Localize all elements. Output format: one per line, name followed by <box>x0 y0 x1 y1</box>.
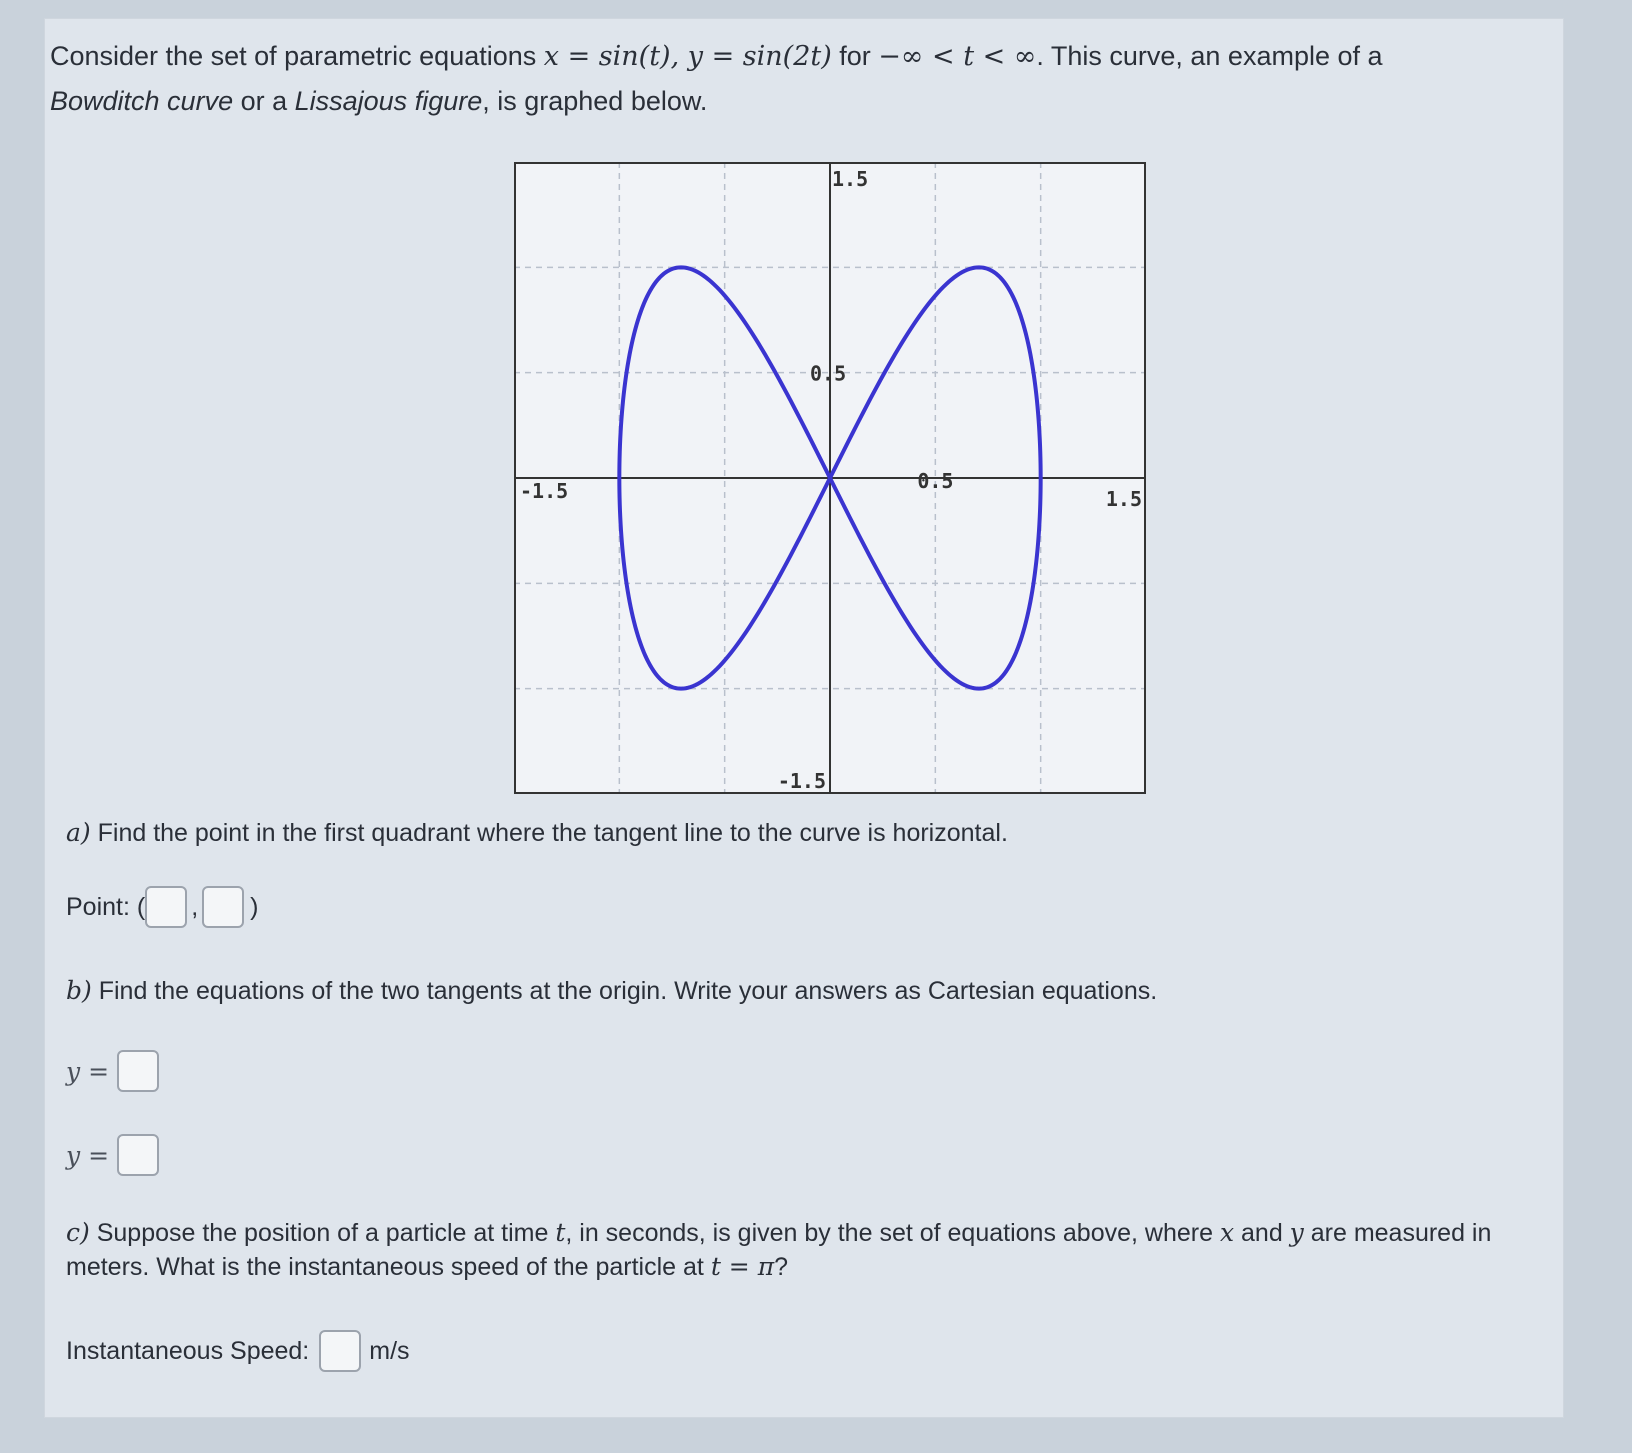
problem-statement: Consider the set of parametric equations x = sin(t), y = sin(2t) for −∞ < t < ∞. This curve, an example of a Bowditch curve or a Lissajous figure, is graphed below. <box>50 41 1383 116</box>
tangent1-input[interactable] <box>117 1050 159 1092</box>
term-lissajous: Lissajous figure <box>294 86 483 116</box>
speed-label: Instantaneous Speed: <box>66 1336 310 1365</box>
part-a-answer-row <box>66 886 258 928</box>
tangent1-label: y = <box>66 1056 110 1086</box>
part-b-eq2-row <box>66 1134 159 1176</box>
part-b-eq1-row <box>66 1050 159 1092</box>
tick-label-y-mid: 0.5 <box>810 361 847 386</box>
point-x-input[interactable] <box>145 886 187 928</box>
speed-input[interactable] <box>319 1330 361 1372</box>
tangent2-input[interactable] <box>117 1134 159 1176</box>
lissajous-graph <box>514 162 1146 794</box>
equation-x: x = sin(t), <box>543 41 688 72</box>
equation-y: y = sin(2t) <box>687 41 832 72</box>
point-comma: , <box>191 892 199 921</box>
tick-label-x-left: -1.5 <box>520 479 569 503</box>
part-b-question: b) Find the equations of the two tangents at the origin. Write your answers as Cartesian equations. <box>66 976 1158 1005</box>
tick-label-y-top: 1.5 <box>832 167 869 191</box>
tick-label-x-mid: 0.5 <box>917 469 954 493</box>
tick-label-y-bottom: -1.5 <box>777 769 826 793</box>
point-label: Point: ( <box>66 892 146 921</box>
part-c-answer-row <box>66 1330 410 1372</box>
part-a-question: a) Find the point in the first quadrant where the tangent line to the curve is horizontal. <box>66 818 1008 847</box>
tangent2-label: y = <box>66 1140 110 1170</box>
term-bowditch: Bowditch curve <box>50 86 234 116</box>
graph-svg <box>514 162 1146 794</box>
speed-unit: m/s <box>369 1336 410 1365</box>
part-c-question: c) Suppose the position of a particle at time t, in seconds, is given by the set of equations above, where x and y are measured in meters. What is the instantaneous speed of the particle at t = π? <box>66 1218 1492 1281</box>
tick-label-x-right: 1.5 <box>1105 487 1142 511</box>
point-y-input[interactable] <box>202 886 244 928</box>
point-close-paren: ) <box>250 892 259 921</box>
parameter-range: −∞ < t < ∞ <box>878 41 1037 72</box>
